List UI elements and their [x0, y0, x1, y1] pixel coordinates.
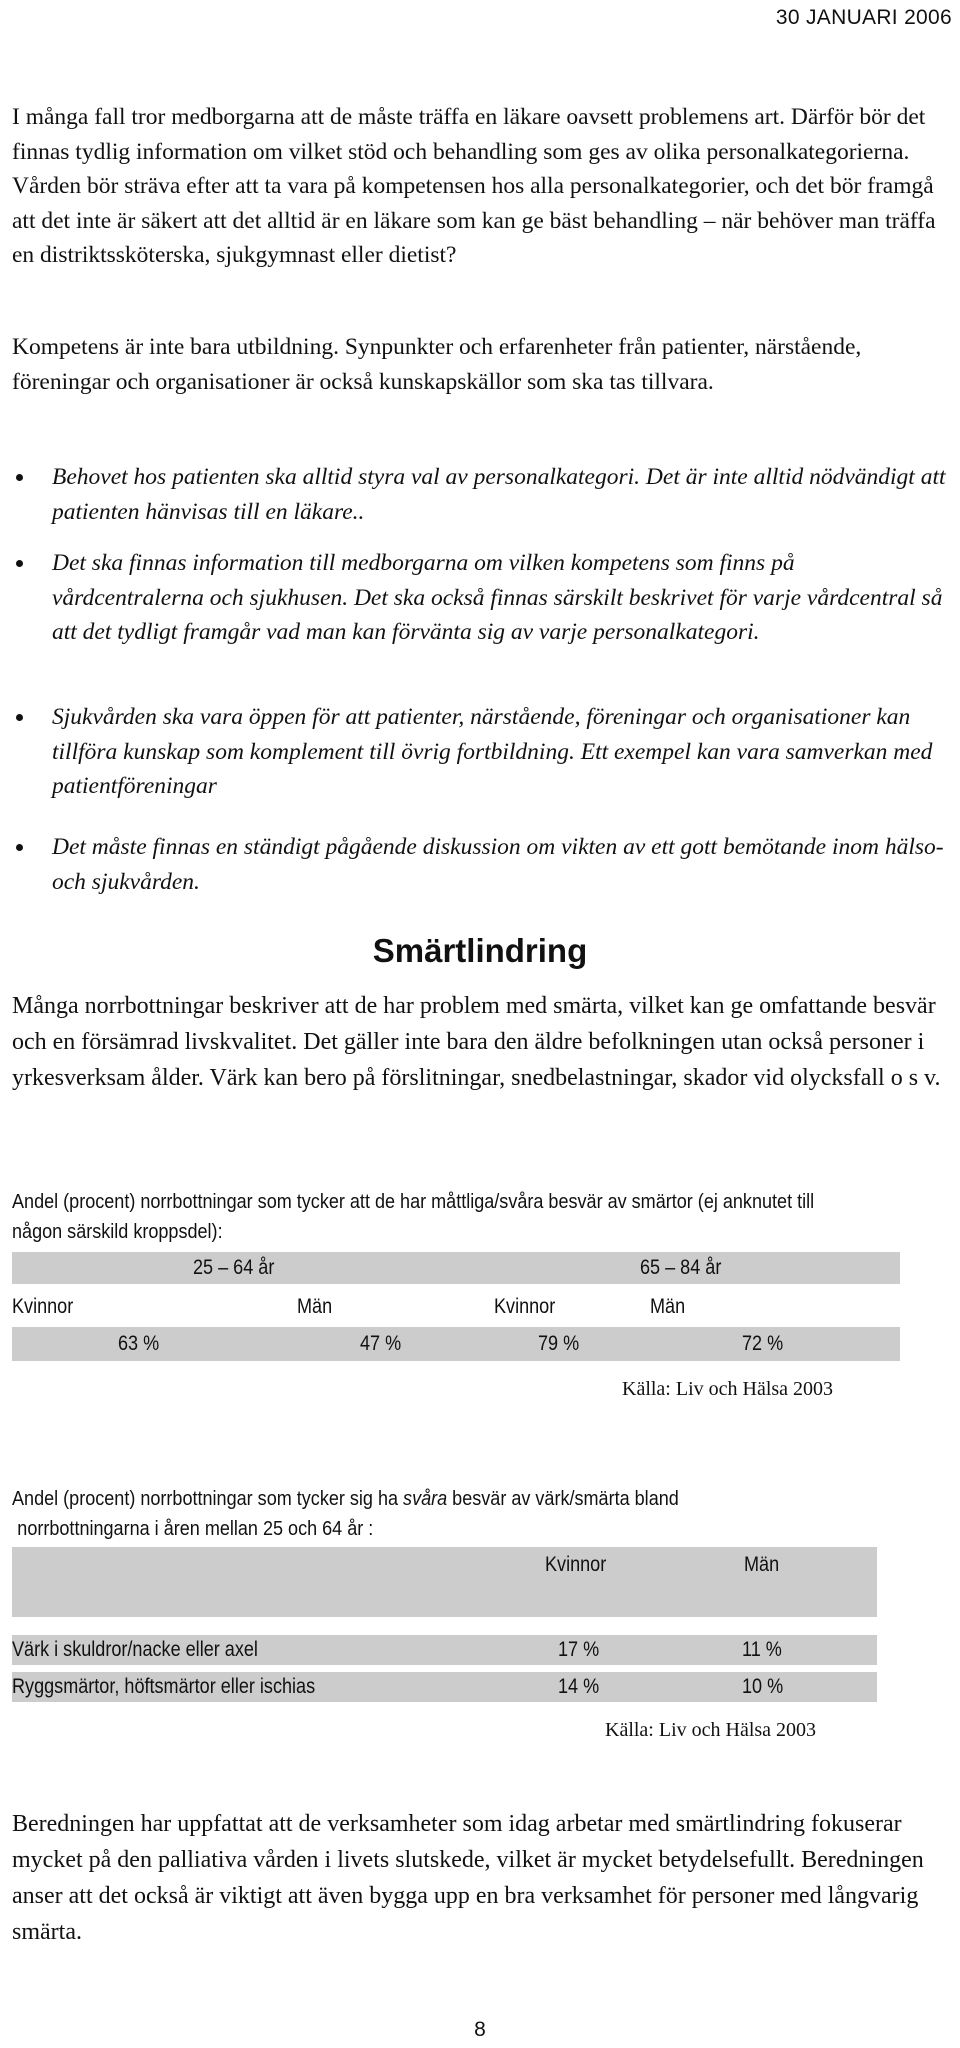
age-group-label: 65 – 84 år — [640, 1256, 722, 1279]
section-heading: Smärtlindring — [372, 932, 588, 969]
table2-column-header: Män — [744, 1553, 780, 1576]
table2-cell: 10 % — [742, 1675, 784, 1698]
bullet-dot-icon — [16, 844, 23, 851]
bullet-text: Behovet hos patienten ska alltid styra val av personalkategori. Det är inte alltid nödvändigt att patienten hänvisas till en läkare.. — [52, 464, 946, 525]
section-paragraph: Många norrbottningar beskriver att de har problem med smärta, vilket kan ge omfattande besvär och en försämrad livskvalitet. Det gäller inte bara den äldre befolkningen utan också personer i yrkesverksam ålder. Värk kan bero på förslitningar, snedbelastningar, skador vid olycksfall o s v. — [12, 993, 941, 1091]
table1-age-row — [12, 1252, 900, 1284]
bullet-item — [12, 460, 947, 529]
bullet-dot-icon — [16, 714, 23, 721]
gender-label: Män — [650, 1295, 686, 1318]
table2-source: Källa: Liv och Hälsa 2003 — [605, 1719, 817, 1741]
table2-cell: 11 % — [742, 1638, 782, 1661]
bullet-dot-icon — [16, 474, 23, 481]
bullet-text: Det ska finnas information till medborgarna om vilken kompetens som finns på vårdcentralerna och sjukhusen. Det ska också finnas särskilt beskrivet för varje vårdcentral så att det tydligt framgår vad man kan förvänta sig av varje personalkategori. — [52, 550, 943, 645]
bullet-dot-icon — [16, 560, 23, 567]
bullet-text: Det måste finnas en ständigt pågående diskussion om vikten av ett gott bemötande inom hälso- och sjukvården. — [52, 834, 944, 895]
table1-value: 47 % — [360, 1332, 402, 1355]
age-group-label: 25 – 64 år — [193, 1256, 275, 1279]
caption-emphasis: svåra — [403, 1487, 448, 1510]
closing-paragraph: Beredningen har uppfattat att de verksamheter som idag arbetar med smärtlindring fokuserar mycket på den palliativa vården i livets slutskede, vilket är mycket betydelsefullt. Beredningen anser att det också är viktigt att även bygga upp en bra verksamhet för personer med långvarig smärta. — [12, 1811, 924, 1945]
table2-row-label: Ryggsmärtor, höftsmärtor eller ischias — [12, 1675, 316, 1698]
table2-cell: 14 % — [558, 1675, 600, 1698]
table2-caption: Andel (procent) norrbottningar som tycker sig ha svåra besvär av värk/smärta bland norrbottningarna i åren mellan 25 och 64 år : — [12, 1487, 679, 1540]
table2-cell: 17 % — [558, 1638, 600, 1661]
bullet-item — [12, 546, 947, 650]
gender-label: Män — [297, 1295, 333, 1318]
table2-row-label: Värk i skuldror/nacke eller axel — [12, 1638, 258, 1661]
table1-value: 63 % — [118, 1332, 160, 1355]
page-date: 30 JANUARI 2006 — [775, 6, 952, 29]
gender-label: Kvinnor — [12, 1295, 74, 1318]
gender-label: Kvinnor — [494, 1295, 556, 1318]
table2-column-header: Kvinnor — [545, 1553, 607, 1576]
table1-source: Källa: Liv och Hälsa 2003 — [622, 1378, 834, 1400]
bullet-item — [12, 700, 947, 804]
table1-value: 79 % — [538, 1332, 580, 1355]
bullet-text: Sjukvården ska vara öppen för att patienter, närstående, föreningar och organisationer kan tillföra kunskap som komplement till övrig fortbildning. Ett exempel kan vara samverkan med patientföreningar — [52, 704, 933, 799]
competence-paragraph: Kompetens är inte bara utbildning. Synpunkter och erfarenheter från patienter, närstående, föreningar och organisationer är också kunskapskällor som ska tas tillvara. — [12, 334, 862, 395]
table1-value: 72 % — [742, 1332, 784, 1355]
table1-caption: Andel (procent) norrbottningar som tycker att de har måttliga/svåra besvär av smärtor (ej anknutet till någon särskild kroppsdel): — [12, 1190, 815, 1243]
bullet-item — [12, 830, 947, 899]
page-number: 8 — [474, 2018, 486, 2041]
intro-paragraph: I många fall tror medborgarna att de måste träffa en läkare oavsett problemens art. Därför bör det finnas tydlig information om vilket stöd och behandling som ges av olika personalkategorierna. Vården bör sträva efter att ta vara på kompetensen hos alla personalkategorier, och det bör framgå att det inte är säkert att det alltid är en läkare som kan ge bäst behandling – när behöver man träffa en distriktssköterska, sjukgymnast eller dietist? — [12, 104, 936, 268]
